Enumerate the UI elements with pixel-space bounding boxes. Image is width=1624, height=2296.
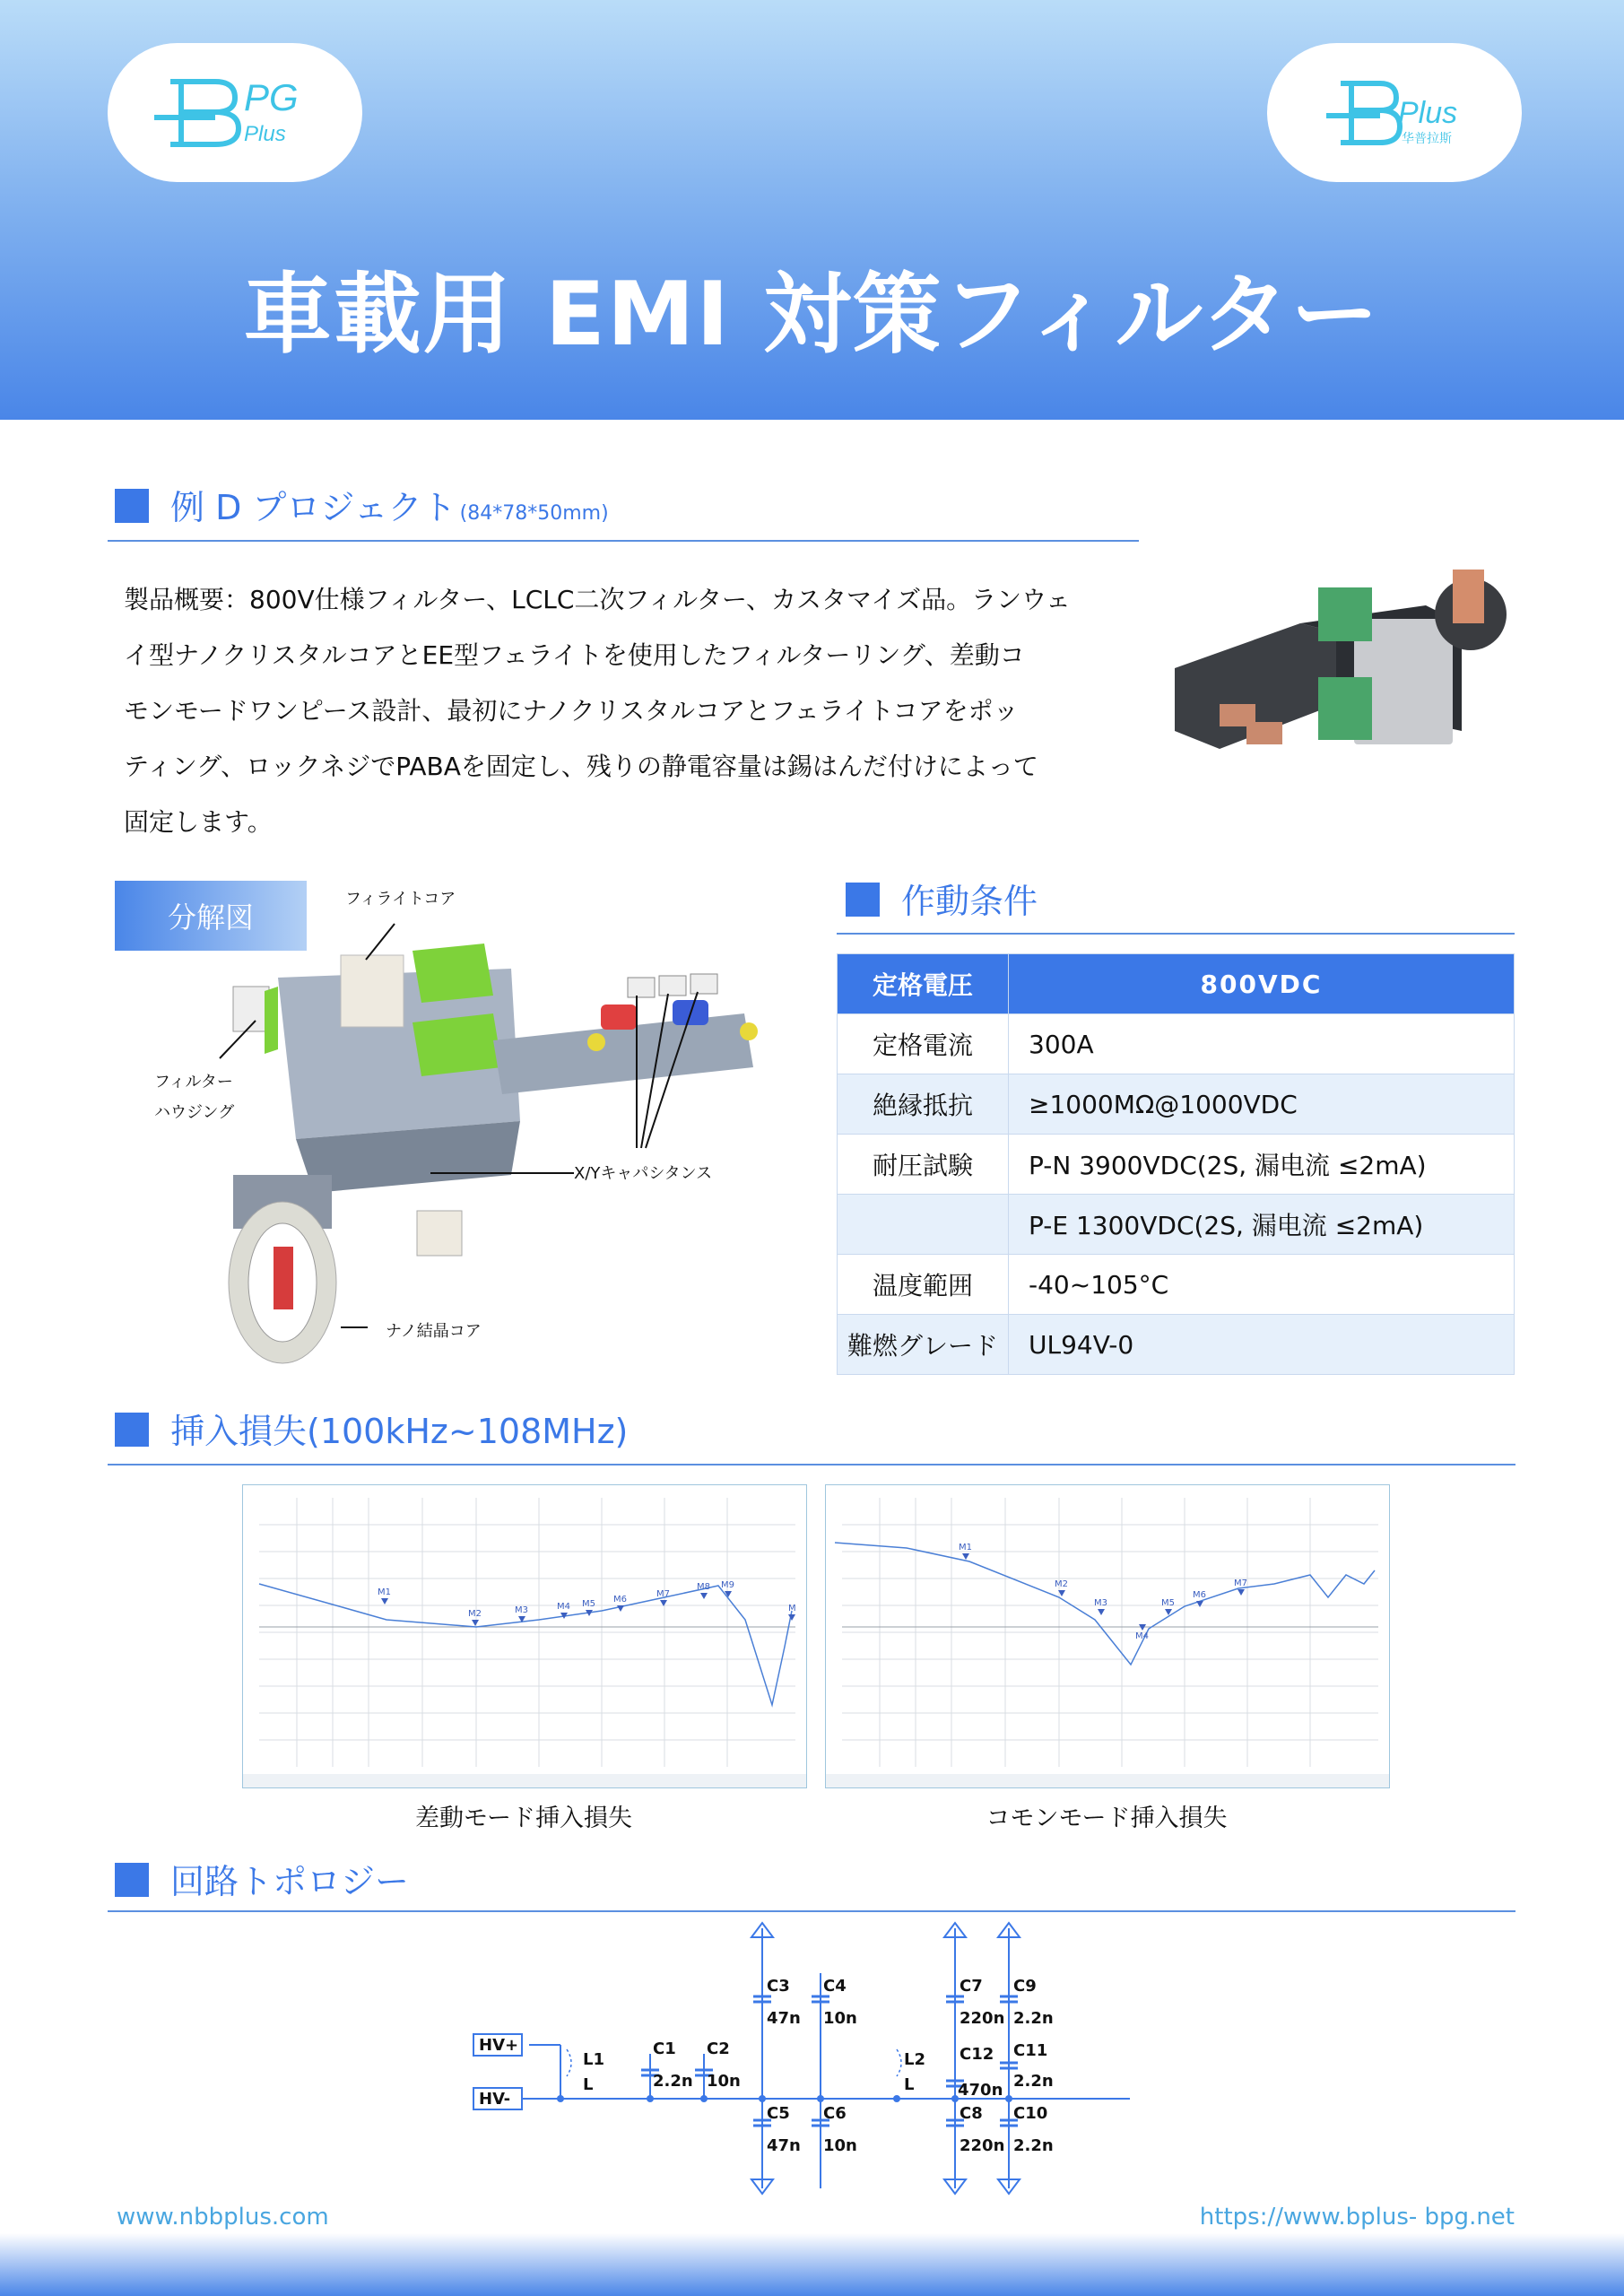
section-conditions-title: 作動条件	[901, 882, 1038, 921]
capacitor-label: C2	[707, 2039, 730, 2058]
svg-text:PG: PG	[244, 75, 299, 118]
label-nano-core: ナノ結晶コア	[386, 1322, 482, 1341]
table-row	[838, 1135, 1515, 1195]
section-topology-heading	[115, 1854, 409, 1903]
hv-plus-label: HV+	[479, 2036, 519, 2055]
capacitor-label: C7	[960, 1977, 983, 1996]
description-line: ティング、ロックネジでPABAを固定し、残りの静電容量は錫はんだ付けによって	[124, 752, 1038, 781]
marker-label: M3	[1094, 1598, 1107, 1608]
capacitor-value: 10n	[823, 2009, 857, 2028]
section-topology-title: 回路トポロジー	[170, 1862, 410, 1901]
table-cell-key	[838, 1195, 1009, 1255]
marker-label: M8	[697, 1582, 710, 1592]
table-cell-value: UL94V-0	[1009, 1315, 1515, 1375]
marker-label: M2	[1055, 1579, 1068, 1589]
table-row	[838, 1255, 1515, 1315]
table-header-row	[838, 954, 1515, 1014]
section-marker	[115, 1863, 149, 1897]
capacitor-label: C1	[653, 2039, 676, 2058]
description-line: イ型ナノクリスタルコアとEE型フェライトを使用したフィルターリング、差動コ	[124, 640, 1025, 670]
table-cell-key: 定格電圧	[838, 954, 1009, 1014]
cm-plot-caption: コモンモード挿入損失	[986, 1805, 1228, 1832]
circuit-schematic	[466, 1919, 1148, 2206]
inductor-label: L1	[583, 2050, 604, 2069]
section-divider	[837, 933, 1515, 935]
table-cell-key: 温度範囲	[838, 1255, 1009, 1315]
dm-insertion-loss-plot	[242, 1484, 807, 1788]
label-xy-capacitance: X/Yキャパシタンス	[574, 1164, 713, 1183]
label-ferrite-core: フィライトコア	[345, 890, 456, 909]
product-photo	[1166, 570, 1560, 776]
marker-label: M9	[721, 1580, 734, 1590]
description-line: モンモードワンピース設計、最初にナノクリスタルコアとフェライトコアをポッ	[124, 696, 1019, 726]
marker-label: M1	[959, 1543, 972, 1552]
section-example-subtitle: (84*78*50mm)	[459, 502, 609, 525]
section-divider	[108, 540, 1139, 542]
dm-plot-caption: 差動モード挿入損失	[415, 1805, 632, 1832]
product-description	[124, 572, 1137, 850]
capacitor-value: 470n	[958, 2081, 1003, 2100]
section-insertion-heading	[115, 1404, 628, 1453]
marker-label: M	[788, 1604, 796, 1613]
svg-text:华普拉斯: 华普拉斯	[1402, 131, 1452, 146]
footer-link-right[interactable]: https://www.bplus- bpg.net	[1199, 2204, 1515, 2231]
table-cell-value: P-N 3900VDC(2S, 漏电流 ≤2mA)	[1009, 1135, 1515, 1195]
capacitor-value: 47n	[767, 2009, 801, 2028]
marker-label: M2	[468, 1609, 482, 1619]
marker-label: M7	[1234, 1578, 1247, 1588]
capacitor-value: 2.2n	[1013, 2009, 1054, 2028]
section-conditions-heading	[846, 874, 1038, 923]
marker-label: M7	[656, 1589, 670, 1599]
marker-label: M6	[1193, 1590, 1206, 1600]
bplus-logo	[1267, 43, 1522, 182]
marker-label: M1	[378, 1587, 391, 1597]
description-line: 固定します。	[124, 807, 273, 837]
description-line: 製品概要：800V仕様フィルター、LCLC二次フィルター、カスタマイズ品。ランウェ	[124, 585, 1071, 614]
capacitor-value: 2.2n	[653, 2072, 693, 2091]
hv-minus-label: HV-	[479, 2090, 511, 2109]
table-cell-value: P-E 1300VDC(2S, 漏电流 ≤2mA)	[1009, 1195, 1515, 1255]
table-cell-value: ≥1000MΩ@1000VDC	[1009, 1074, 1515, 1135]
section-divider	[108, 1910, 1515, 1912]
table-cell-key: 定格電流	[838, 1014, 1009, 1074]
capacitor-label: C6	[823, 2104, 847, 2123]
exploded-view-badge: 分解図	[115, 881, 307, 951]
table-cell-value: 800VDC	[1009, 954, 1515, 1014]
table-row	[838, 1014, 1515, 1074]
svg-text:Plus: Plus	[244, 121, 286, 146]
inductor-sub: L	[904, 2075, 915, 2094]
marker-label: M5	[1161, 1598, 1175, 1608]
table-row	[838, 1195, 1515, 1255]
spec-table	[837, 953, 1515, 1375]
capacitor-label: C10	[1013, 2104, 1048, 2123]
capacitor-value: 10n	[823, 2136, 857, 2155]
inductor-sub: L	[583, 2075, 594, 2094]
marker-label: M5	[582, 1599, 595, 1609]
inductor-label: L2	[904, 2050, 925, 2069]
capacitor-label: C5	[767, 2104, 790, 2123]
capacitor-label: C3	[767, 1977, 790, 1996]
capacitor-value: 220n	[960, 2136, 1005, 2155]
section-marker	[115, 1413, 149, 1447]
section-marker	[115, 489, 149, 523]
capacitor-label: C8	[960, 2104, 983, 2123]
table-cell-key: 絶縁抵抗	[838, 1074, 1009, 1135]
page-title: 車載用 EMI 対策フィルター	[243, 264, 1381, 366]
marker-label: M4	[557, 1602, 570, 1612]
marker-label: M3	[515, 1605, 528, 1615]
table-row	[838, 1074, 1515, 1135]
marker-label: M6	[613, 1595, 627, 1605]
svg-text:Plus: Plus	[1398, 95, 1458, 130]
capacitor-value: 10n	[707, 2072, 741, 2091]
footer-band	[0, 2233, 1624, 2296]
capacitor-label: C4	[823, 1977, 847, 1996]
label-filter-housing: フィルター	[154, 1073, 233, 1091]
table-cell-key: 耐圧試験	[838, 1135, 1009, 1195]
section-example-title: 例 D プロジェクト	[170, 488, 456, 527]
capacitor-value: 2.2n	[1013, 2136, 1054, 2155]
capacitor-value: 220n	[960, 2009, 1005, 2028]
table-row	[838, 1315, 1515, 1375]
capacitor-value: 2.2n	[1013, 2072, 1054, 2091]
table-cell-value: -40~105°C	[1009, 1255, 1515, 1315]
capacitor-label: C12	[960, 2045, 994, 2064]
section-divider	[108, 1464, 1515, 1465]
marker-label: M4	[1135, 1631, 1149, 1641]
table-cell-key: 難燃グレード	[838, 1315, 1009, 1375]
capacitor-label: C9	[1013, 1977, 1037, 1996]
label-filter-housing: ハウジング	[154, 1103, 235, 1122]
cm-insertion-loss-plot	[825, 1484, 1390, 1788]
table-cell-value: 300A	[1009, 1014, 1515, 1074]
bpg-plus-logo	[108, 43, 362, 182]
header-banner	[0, 0, 1624, 420]
footer-link-left[interactable]: www.nbbplus.com	[117, 2204, 329, 2231]
capacitor-label: C11	[1013, 2041, 1048, 2060]
section-insertion-title: 挿入損失(100kHz~108MHz)	[170, 1412, 629, 1451]
capacitor-value: 47n	[767, 2136, 801, 2155]
section-marker	[846, 883, 880, 917]
section-example-heading	[115, 480, 609, 529]
